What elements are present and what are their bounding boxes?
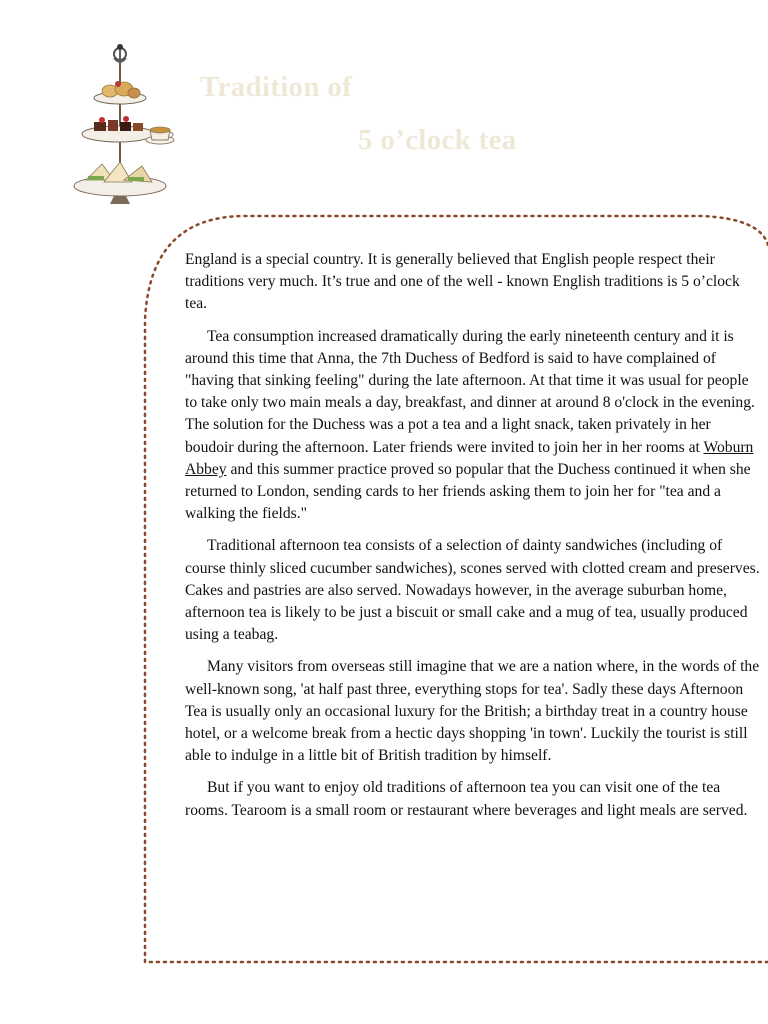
article-body [185,249,763,832]
paragraph-visitors: Many visitors from overseas still imagine that we are a nation where, in the words of the well-known song, 'at half past three, everything stops for tea'. Sadly these days Afternoon Tea is usually only an occasional luxury for the British; a birthday treat in a country house hotel, or a welcome break from a hectic days shopping 'in town'. Luckily the tourist is still able to indulge in a little bit of British tradition by himself. [185,658,760,765]
paragraph-history-text-2: and this summer practice proved so popular that the Duchess continued it when she returned to London, sending cards to her friends asking them to join her for "tea and a walking the fields." [185,460,751,523]
paragraph-tearooms: But if you want to enjoy old traditions of afternoon tea you can visit one of the tea rooms. Tearoom is a small room or restaurant where beverages and light meals are served. [185,779,748,819]
paragraph-history [185,326,763,526]
title-line-2: 5 o’clock tea [358,124,517,156]
afternoon-tea-stand-icon [58,36,188,220]
paragraph-history-text-1: Tea consumption increased dramatically during the early nineteenth century and it is around this time that Anna, the 7th Duchess of Bedford is said to have complained of "having that sinking feeling" during the late afternoon. At that time it was usual for people to take only two main meals a day, breakfast, and dinner at around 8 o'clock in the evening. The solution for the Duchess was a pot a tea and a light snack, taken privately in her boudoir during the afternoon. Later friends were invited to join her in her rooms at [185,327,755,456]
paragraph-intro: England is a special country. It is generally believed that English people respect their traditions very much. It’s true and one of the well - known English traditions is 5 o’clock tea. [185,251,740,313]
title-line-1: Tradition of [200,71,353,103]
woburn-abbey-link[interactable]: Woburn Abbey [185,438,754,478]
paragraph-traditional-tea: Traditional afternoon tea consists of a selection of dainty sandwiches (including of course thinly sliced cucumber sandwiches), scones served with clotted cream and preserves. Cakes and pastries are also served. Nowadays however, in the average suburban home, afternoon tea is likely to be just a biscuit or small cake and a mug of tea, usually produced using a teabag. [185,537,760,644]
